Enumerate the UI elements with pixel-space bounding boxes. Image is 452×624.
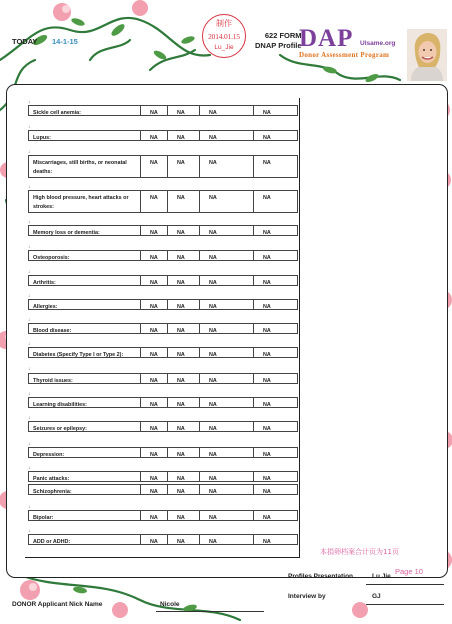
relative-answer-cell: NA <box>168 510 200 521</box>
relative-answer-cell: NA <box>141 250 168 261</box>
relative-answer-cell: NA <box>254 190 298 213</box>
relative-answer-cell: NA <box>200 105 254 116</box>
condition-label: Thyroid issues: <box>28 373 141 384</box>
table-row <box>28 323 298 334</box>
dap-logo-text: DAP <box>299 25 354 52</box>
approval-stamp <box>202 14 246 58</box>
row-marker: ↓ <box>28 366 31 372</box>
row-marker: ↓ <box>28 219 31 225</box>
relative-answer-cell: NA <box>254 323 298 334</box>
table-row <box>28 299 298 310</box>
dap-logo <box>299 25 396 59</box>
table-row <box>28 447 298 458</box>
relative-answer-cell: NA <box>200 275 254 286</box>
table-row <box>28 275 298 286</box>
form-title-line1: 622 FORM <box>264 31 302 40</box>
row-marker: ↓ <box>28 99 31 105</box>
table-row <box>28 225 298 236</box>
relative-answer-cell: NA <box>254 347 298 358</box>
relative-answer-cell: NA <box>141 510 168 521</box>
table-row <box>28 105 298 116</box>
relative-answer-cell: NA <box>141 397 168 408</box>
relative-answer-cell: NA <box>254 510 298 521</box>
condition-label: Learning disabilities: <box>28 397 141 408</box>
relative-answer-cell: NA <box>254 447 298 458</box>
relative-answer-cell: NA <box>200 421 254 432</box>
table-row <box>28 510 298 521</box>
relative-answer-cell: NA <box>200 534 254 545</box>
relative-answer-cell: NA <box>254 130 298 141</box>
dap-logo-subtitle: Donor Assessment Program <box>299 51 390 59</box>
stamp-date: 2014.01.15 <box>208 32 240 41</box>
table-row <box>28 421 298 432</box>
relative-answer-cell: NA <box>168 534 200 545</box>
table-row <box>28 190 298 213</box>
relative-answer-cell: NA <box>254 421 298 432</box>
relative-answer-cell: NA <box>200 323 254 334</box>
relative-answer-cell: NA <box>200 373 254 384</box>
presentation-value: Lu Jie <box>372 573 391 580</box>
relative-answer-cell: NA <box>141 484 168 495</box>
relative-answer-cell: NA <box>168 347 200 358</box>
condition-label: Arthritis: <box>28 275 141 286</box>
relative-answer-cell: NA <box>141 130 168 141</box>
table-row <box>28 250 298 261</box>
condition-label: Schizophrenia: <box>28 484 141 495</box>
row-marker: ↓ <box>28 504 31 510</box>
relative-answer-cell: NA <box>254 225 298 236</box>
stamp-top-text: 制作 <box>216 19 232 28</box>
relative-answer-cell: NA <box>200 225 254 236</box>
row-marker: ↓ <box>28 124 31 130</box>
relative-answer-cell: NA <box>254 275 298 286</box>
row-marker: ↓ <box>28 528 31 534</box>
relative-answer-cell: NA <box>168 225 200 236</box>
condition-label: Memory loss or dementia: <box>28 225 141 236</box>
condition-label: ADD or ADHD: <box>28 534 141 545</box>
relative-answer-cell: NA <box>254 397 298 408</box>
relative-answer-cell: NA <box>141 155 168 178</box>
row-marker: ↓ <box>28 441 31 447</box>
relative-answer-cell: NA <box>141 225 168 236</box>
stamp-name: Lu_Jie <box>214 44 234 51</box>
today-date: 14-1-15 <box>52 37 78 46</box>
relative-answer-cell: NA <box>141 373 168 384</box>
row-marker: ↓ <box>28 465 31 471</box>
relative-answer-cell: NA <box>200 510 254 521</box>
relative-answer-cell: NA <box>141 447 168 458</box>
relative-answer-cell: NA <box>254 299 298 310</box>
relative-answer-cell: NA <box>168 447 200 458</box>
row-marker: ↓ <box>28 149 31 155</box>
relative-answer-cell: NA <box>254 250 298 261</box>
total-pages-note: 本捐卵档案合计页为11页 <box>320 548 399 556</box>
donor-portrait-photo <box>407 29 447 81</box>
table-row <box>28 155 298 178</box>
condition-label: High blood pressure, heart attacks or strokes: <box>28 190 141 213</box>
condition-label: Lupus: <box>28 130 141 141</box>
condition-label: Panic attacks: <box>28 471 141 482</box>
relative-answer-cell: NA <box>168 299 200 310</box>
interview-label: Interview by <box>288 593 326 600</box>
relative-answer-cell: NA <box>141 299 168 310</box>
row-marker: ↓ <box>28 391 31 397</box>
relative-answer-cell: NA <box>254 105 298 116</box>
nick-name-value: Nicole <box>160 601 180 608</box>
table-row <box>28 373 298 384</box>
relative-answer-cell: NA <box>168 275 200 286</box>
relative-answer-cell: NA <box>141 105 168 116</box>
condition-label: Miscarriages, still births, or neonatal deaths: <box>28 155 141 178</box>
relative-answer-cell: NA <box>200 250 254 261</box>
relative-answer-cell: NA <box>254 373 298 384</box>
relative-answer-cell: NA <box>254 534 298 545</box>
relative-answer-cell: NA <box>141 323 168 334</box>
today-label: TODAY <box>12 37 38 46</box>
row-marker: ↓ <box>28 293 31 299</box>
form-title <box>247 31 302 51</box>
relative-answer-cell: NA <box>141 190 168 213</box>
relative-answer-cell: NA <box>168 471 200 482</box>
condition-label: Seizures or epilepsy: <box>28 421 141 432</box>
presentation-label: Profiles Presentation <box>288 573 354 580</box>
row-marker: ↓ <box>28 184 31 190</box>
condition-label: Osteoporosis: <box>28 250 141 261</box>
row-marker: ↓ <box>28 269 31 275</box>
table-row <box>28 347 298 358</box>
relative-answer-cell: NA <box>254 471 298 482</box>
relative-answer-cell: NA <box>141 347 168 358</box>
condition-label: Depression: <box>28 447 141 458</box>
relative-answer-cell: NA <box>200 155 254 178</box>
table-row <box>28 534 298 545</box>
relative-answer-cell: NA <box>141 471 168 482</box>
presentation-rule <box>366 584 444 585</box>
table-row <box>28 471 298 482</box>
nick-name-rule <box>156 611 264 612</box>
condition-label: Allergies: <box>28 299 141 310</box>
relative-answer-cell: NA <box>141 275 168 286</box>
condition-label: Blood disease: <box>28 323 141 334</box>
relative-answer-cell: NA <box>168 397 200 408</box>
page-number: Page 10 <box>395 567 423 576</box>
relative-answer-cell: NA <box>168 190 200 213</box>
relative-answer-cell: NA <box>141 534 168 545</box>
row-marker: ↓ <box>28 415 31 421</box>
relative-answer-cell: NA <box>168 105 200 116</box>
table-row <box>28 130 298 141</box>
condition-label: Bipolar: <box>28 510 141 521</box>
relative-answer-cell: NA <box>200 130 254 141</box>
table-row <box>28 484 298 495</box>
row-marker: ↓ <box>28 244 31 250</box>
dap-logo-site: Ulsame.org <box>360 40 396 47</box>
relative-answer-cell: NA <box>200 397 254 408</box>
condition-label: Diabetes (Specify Type I or Type 2): <box>28 347 141 358</box>
form-title-line2: DNAP Profile <box>255 41 302 50</box>
relative-answer-cell: NA <box>168 421 200 432</box>
interview-value: GJ <box>372 593 381 600</box>
relative-answer-cell: NA <box>168 130 200 141</box>
row-marker: ↓ <box>28 317 31 323</box>
relative-answer-cell: NA <box>254 484 298 495</box>
row-marker: ↓ <box>28 341 31 347</box>
relative-answer-cell: NA <box>168 373 200 384</box>
relative-answer-cell: NA <box>254 155 298 178</box>
relative-answer-cell: NA <box>168 250 200 261</box>
interview-rule <box>366 604 444 605</box>
relative-answer-cell: NA <box>168 484 200 495</box>
relative-answer-cell: NA <box>168 155 200 178</box>
relative-answer-cell: NA <box>200 447 254 458</box>
nick-name-label: DONOR Applicant Nick Name <box>12 601 103 608</box>
relative-answer-cell: NA <box>168 323 200 334</box>
relative-answer-cell: NA <box>200 347 254 358</box>
relative-answer-cell: NA <box>200 484 254 495</box>
relative-answer-cell: NA <box>200 190 254 213</box>
table-row <box>28 397 298 408</box>
relative-answer-cell: NA <box>200 299 254 310</box>
relative-answer-cell: NA <box>200 471 254 482</box>
relative-answer-cell: NA <box>141 421 168 432</box>
condition-label: Sickle cell anemia: <box>28 105 141 116</box>
